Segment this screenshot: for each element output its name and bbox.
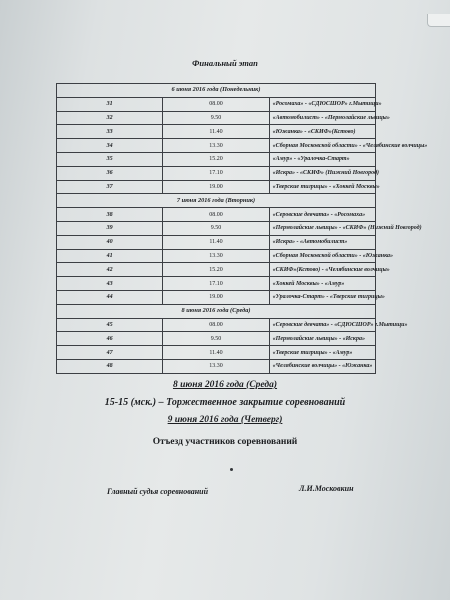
match-row: [57, 263, 376, 277]
match-row: [57, 139, 376, 153]
match-row: [57, 111, 376, 125]
match-teams: «Сборная Московской области» - «Челябинские волчицы»: [269, 139, 375, 153]
match-number: 33: [57, 125, 163, 139]
match-row: [57, 125, 376, 139]
match-teams: «Тверские тигрицы» - «Хоккей Москвы»: [269, 180, 375, 194]
match-number: 31: [57, 97, 163, 111]
match-number: 34: [57, 139, 163, 153]
match-number: 32: [57, 111, 163, 125]
day-header: 8 июня 2016 года (Среда): [57, 304, 376, 318]
day-header: 6 июня 2016 года (Понедельник): [57, 84, 376, 98]
match-teams: «Амур» - «Уралочка-Старт»: [269, 152, 375, 166]
match-teams: «Челябинские волчицы» - «Южанка»: [269, 359, 375, 373]
schedule-table: [56, 83, 428, 374]
match-time: 11.40: [163, 235, 269, 249]
match-number: 47: [57, 346, 163, 360]
match-time: 19.00: [163, 180, 269, 194]
match-row: [57, 180, 376, 194]
match-number: 45: [57, 318, 163, 332]
match-number: 36: [57, 166, 163, 180]
match-teams: «СКИФ»(Кстово) - «Челябинские волчицы»: [269, 263, 375, 277]
match-teams: «Росомаха» - «СДЮСШОР» г.Мытищи»: [269, 97, 375, 111]
match-number: 46: [57, 332, 163, 346]
match-teams: «Тверские тигрицы» - «Амур»: [269, 346, 375, 360]
match-time: 19.00: [163, 290, 269, 304]
match-teams: «Искра» - «Автомобилист»: [269, 235, 375, 249]
ink-dot: [230, 468, 233, 471]
match-time: 9.50: [163, 332, 269, 346]
chief-judge-name: Л.И.Московкин: [299, 484, 354, 493]
day-header-row: [57, 304, 376, 318]
day-header-row: [57, 84, 376, 98]
match-time: 11.40: [163, 125, 269, 139]
match-number: 38: [57, 208, 163, 222]
match-number: 37: [57, 180, 163, 194]
match-time: 17.10: [163, 277, 269, 291]
match-teams: «Уралочка-Старт» - «Тверские тигрицы»: [269, 290, 375, 304]
match-number: 41: [57, 249, 163, 263]
match-time: 17.10: [163, 166, 269, 180]
match-number: 48: [57, 359, 163, 373]
day-header: 7 июня 2016 года (Вторник): [57, 194, 376, 208]
match-row: [57, 346, 376, 360]
match-teams: «Автомобилист» - «Пермолайские львицы»: [269, 111, 375, 125]
match-teams: «Серовские девчата» - «Росомаха»: [269, 208, 375, 222]
match-time: 15.20: [163, 152, 269, 166]
match-teams: «Пермолайские львицы» - «Искра»: [269, 332, 375, 346]
page-title: Финальный этап: [192, 58, 258, 68]
paper-clip: [427, 14, 450, 27]
match-row: [57, 277, 376, 291]
match-time: 08.00: [163, 97, 269, 111]
match-number: 39: [57, 221, 163, 235]
match-number: 42: [57, 263, 163, 277]
match-row: [57, 359, 376, 373]
match-row: [57, 249, 376, 263]
match-time: 15.20: [163, 263, 269, 277]
match-number: 43: [57, 277, 163, 291]
match-time: 13.30: [163, 139, 269, 153]
match-teams: «Серовские девчата» - «СДЮСШОР» г.Мытищи»: [269, 318, 375, 332]
match-row: [57, 221, 376, 235]
match-time: 9.50: [163, 111, 269, 125]
match-time: 13.30: [163, 359, 269, 373]
match-teams: «Сборная Московской области» - «Южанка»: [269, 249, 375, 263]
match-row: [57, 235, 376, 249]
closing-date: 8 июня 2016 года (Среда): [172, 380, 278, 390]
chief-judge-title: Главный судья соревнований: [107, 487, 209, 496]
match-time: 9.50: [163, 221, 269, 235]
match-row: [57, 332, 376, 346]
closing-ceremony: 15-15 (мск.) – Торжественное закрытие соревнований: [104, 397, 346, 408]
match-teams: «Пермолайские львицы» - «СКИФ» (Нижний Новгород): [269, 221, 375, 235]
departure-date: 9 июня 2016 года (Четверг): [167, 415, 283, 425]
match-teams: «Южанка» - «СКИФ»(Кстово): [269, 125, 375, 139]
match-row: [57, 97, 376, 111]
match-teams: «Хоккей Москвы» - «Амур»: [269, 277, 375, 291]
departure-text: Отъезд участников соревнований: [152, 437, 298, 447]
match-number: 44: [57, 290, 163, 304]
match-row: [57, 318, 376, 332]
match-time: 13.30: [163, 249, 269, 263]
day-header-row: [57, 194, 376, 208]
match-time: 11.40: [163, 346, 269, 360]
schedule-table-body: [57, 84, 428, 374]
match-row: [57, 290, 376, 304]
match-number: 35: [57, 152, 163, 166]
match-row: [57, 166, 376, 180]
match-number: 40: [57, 235, 163, 249]
match-row: [57, 152, 376, 166]
match-row: [57, 208, 376, 222]
match-teams: «Искра» - «СКИФ» (Нижний Новгород): [269, 166, 375, 180]
match-time: 08.00: [163, 318, 269, 332]
match-time: 08.00: [163, 208, 269, 222]
